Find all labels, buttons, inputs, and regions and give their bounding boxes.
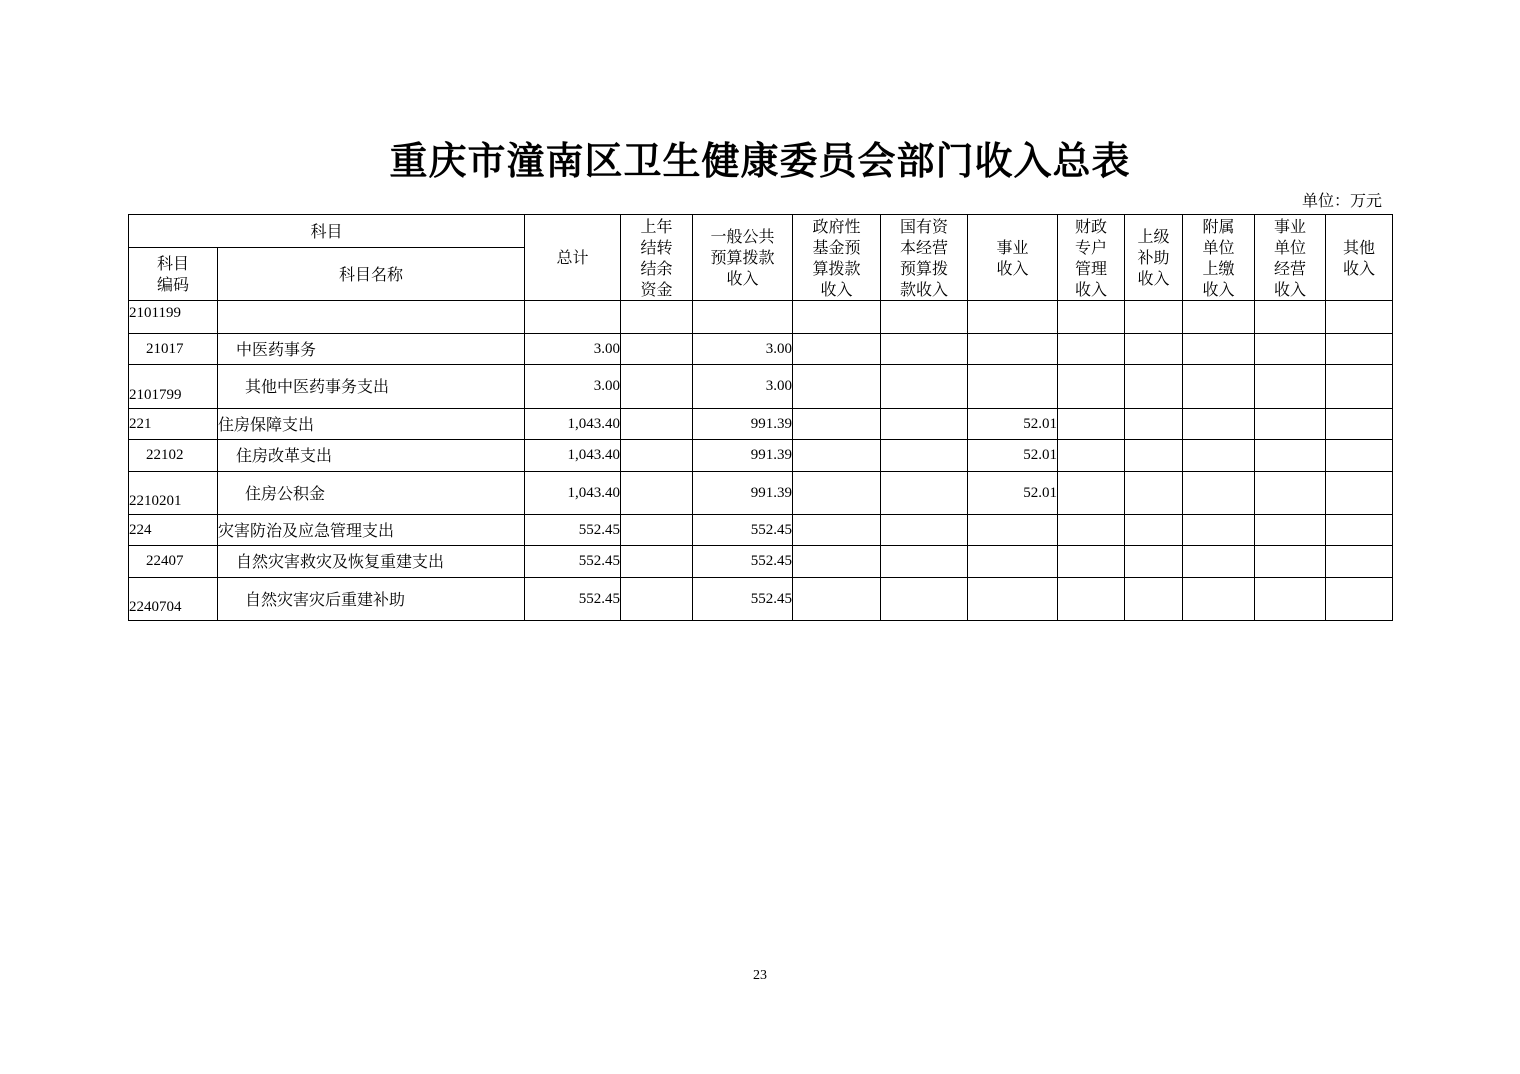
header-fiscal-account: 财政 专户 管理 收入	[1058, 215, 1125, 301]
income-summary-table	[128, 214, 1393, 621]
superior-subsidy-cell	[1125, 365, 1183, 409]
other-cell	[1326, 515, 1393, 546]
general-budget-cell: 991.39	[693, 472, 793, 515]
general-budget-cell: 552.45	[693, 546, 793, 578]
other-cell	[1326, 546, 1393, 578]
business-operation-cell	[1255, 301, 1326, 334]
total-cell: 1,043.40	[525, 409, 621, 440]
business-income-cell	[968, 546, 1058, 578]
general-budget-cell: 552.45	[693, 515, 793, 546]
table-row	[129, 409, 1393, 440]
superior-subsidy-cell	[1125, 409, 1183, 440]
affiliated-cell	[1183, 334, 1255, 365]
page-title: 重庆市潼南区卫生健康委员会部门收入总表	[389, 138, 1131, 183]
affiliated-cell	[1183, 440, 1255, 472]
header-business-income: 事业 收入	[968, 215, 1058, 301]
superior-subsidy-cell	[1125, 546, 1183, 578]
superior-subsidy-cell	[1125, 515, 1183, 546]
affiliated-cell	[1183, 472, 1255, 515]
total-cell: 3.00	[525, 334, 621, 365]
other-cell	[1326, 578, 1393, 621]
subject-name-cell: 住房保障支出	[218, 409, 525, 440]
business-operation-cell	[1255, 515, 1326, 546]
carryover-cell	[621, 472, 693, 515]
header-code: 科目 编码	[129, 248, 218, 301]
subject-code-cell: 2210201	[129, 472, 218, 515]
other-cell	[1326, 334, 1393, 365]
state-capital-cell	[881, 440, 968, 472]
fiscal-account-cell	[1058, 365, 1125, 409]
gov-fund-cell	[793, 546, 881, 578]
state-capital-cell	[881, 578, 968, 621]
gov-fund-cell	[793, 301, 881, 334]
business-operation-cell	[1255, 409, 1326, 440]
business-income-cell	[968, 334, 1058, 365]
subject-code-cell: 2240704	[129, 578, 218, 621]
total-cell	[525, 301, 621, 334]
fiscal-account-cell	[1058, 409, 1125, 440]
business-income-cell	[968, 301, 1058, 334]
business-income-cell: 52.01	[968, 409, 1058, 440]
subject-name-cell: 其他中医药事务支出	[218, 365, 525, 409]
total-cell: 552.45	[525, 515, 621, 546]
business-operation-cell	[1255, 546, 1326, 578]
state-capital-cell	[881, 546, 968, 578]
header-other: 其他 收入	[1326, 215, 1393, 301]
state-capital-cell	[881, 409, 968, 440]
table-row	[129, 301, 1393, 334]
carryover-cell	[621, 334, 693, 365]
gov-fund-cell	[793, 472, 881, 515]
subject-code-cell: 21017	[129, 334, 218, 365]
business-operation-cell	[1255, 440, 1326, 472]
fiscal-account-cell	[1058, 334, 1125, 365]
other-cell	[1326, 472, 1393, 515]
carryover-cell	[621, 409, 693, 440]
affiliated-cell	[1183, 409, 1255, 440]
subject-name-cell: 灾害防治及应急管理支出	[218, 515, 525, 546]
header-superior-subsidy: 上级 补助 收入	[1125, 215, 1183, 301]
affiliated-cell	[1183, 515, 1255, 546]
subject-code-cell: 2101799	[129, 365, 218, 409]
table-row	[129, 472, 1393, 515]
table-row	[129, 546, 1393, 578]
state-capital-cell	[881, 472, 968, 515]
general-budget-cell: 552.45	[693, 578, 793, 621]
subject-name-cell: 中医药事务	[218, 334, 525, 365]
business-operation-cell	[1255, 578, 1326, 621]
gov-fund-cell	[793, 409, 881, 440]
table-row	[129, 365, 1393, 409]
gov-fund-cell	[793, 334, 881, 365]
header-general-budget: 一般公共 预算拨款 收入	[693, 215, 793, 301]
header-total: 总计	[525, 215, 621, 301]
general-budget-cell	[693, 301, 793, 334]
fiscal-account-cell	[1058, 440, 1125, 472]
header-carryover: 上年 结转 结余 资金	[621, 215, 693, 301]
header-state-capital: 国有资 本经营 预算拨 款收入	[881, 215, 968, 301]
carryover-cell	[621, 515, 693, 546]
page-number: 23	[753, 968, 767, 983]
general-budget-cell: 991.39	[693, 440, 793, 472]
header-affiliated: 附属 单位 上缴 收入	[1183, 215, 1255, 301]
total-cell: 3.00	[525, 365, 621, 409]
subject-code-cell: 224	[129, 515, 218, 546]
affiliated-cell	[1183, 301, 1255, 334]
subject-code-cell: 22102	[129, 440, 218, 472]
carryover-cell	[621, 578, 693, 621]
superior-subsidy-cell	[1125, 578, 1183, 621]
state-capital-cell	[881, 334, 968, 365]
business-income-cell	[968, 365, 1058, 409]
table-row	[129, 578, 1393, 621]
carryover-cell	[621, 440, 693, 472]
other-cell	[1326, 301, 1393, 334]
gov-fund-cell	[793, 440, 881, 472]
header-row-1	[129, 215, 1393, 248]
general-budget-cell: 991.39	[693, 409, 793, 440]
other-cell	[1326, 409, 1393, 440]
carryover-cell	[621, 365, 693, 409]
general-budget-cell: 3.00	[693, 334, 793, 365]
header-gov-fund: 政府性 基金预 算拨款 收入	[793, 215, 881, 301]
table-row	[129, 334, 1393, 365]
affiliated-cell	[1183, 365, 1255, 409]
subject-name-cell	[218, 301, 525, 334]
other-cell	[1326, 365, 1393, 409]
fiscal-account-cell	[1058, 301, 1125, 334]
state-capital-cell	[881, 515, 968, 546]
business-income-cell	[968, 515, 1058, 546]
header-business-operation: 事业 单位 经营 收入	[1255, 215, 1326, 301]
business-operation-cell	[1255, 334, 1326, 365]
superior-subsidy-cell	[1125, 301, 1183, 334]
superior-subsidy-cell	[1125, 334, 1183, 365]
subject-code-cell: 2101199	[129, 301, 218, 334]
carryover-cell	[621, 546, 693, 578]
gov-fund-cell	[793, 365, 881, 409]
subject-name-cell: 自然灾害救灾及恢复重建支出	[218, 546, 525, 578]
business-income-cell	[968, 578, 1058, 621]
total-cell: 552.45	[525, 578, 621, 621]
subject-code-cell: 22407	[129, 546, 218, 578]
state-capital-cell	[881, 301, 968, 334]
subject-name-cell: 自然灾害灾后重建补助	[218, 578, 525, 621]
business-income-cell: 52.01	[968, 440, 1058, 472]
fiscal-account-cell	[1058, 515, 1125, 546]
superior-subsidy-cell	[1125, 472, 1183, 515]
unit-label: 单位：万元	[1301, 191, 1382, 210]
business-operation-cell	[1255, 472, 1326, 515]
business-income-cell: 52.01	[968, 472, 1058, 515]
other-cell	[1326, 440, 1393, 472]
table-row	[129, 515, 1393, 546]
carryover-cell	[621, 301, 693, 334]
header-subject: 科目	[129, 215, 525, 248]
affiliated-cell	[1183, 578, 1255, 621]
total-cell: 552.45	[525, 546, 621, 578]
subject-code-cell: 221	[129, 409, 218, 440]
gov-fund-cell	[793, 578, 881, 621]
gov-fund-cell	[793, 515, 881, 546]
affiliated-cell	[1183, 546, 1255, 578]
table-row	[129, 440, 1393, 472]
business-operation-cell	[1255, 365, 1326, 409]
fiscal-account-cell	[1058, 546, 1125, 578]
header-name: 科目名称	[218, 248, 525, 301]
superior-subsidy-cell	[1125, 440, 1183, 472]
state-capital-cell	[881, 365, 968, 409]
general-budget-cell: 3.00	[693, 365, 793, 409]
subject-name-cell: 住房改革支出	[218, 440, 525, 472]
subject-name-cell: 住房公积金	[218, 472, 525, 515]
total-cell: 1,043.40	[525, 472, 621, 515]
fiscal-account-cell	[1058, 578, 1125, 621]
fiscal-account-cell	[1058, 472, 1125, 515]
total-cell: 1,043.40	[525, 440, 621, 472]
